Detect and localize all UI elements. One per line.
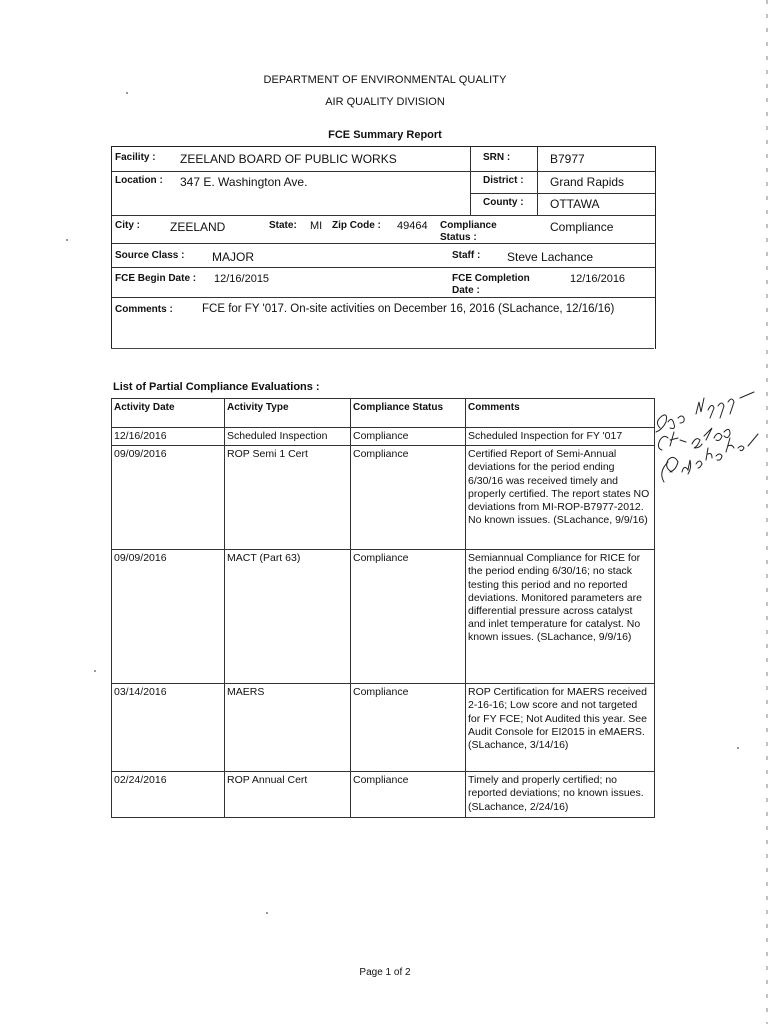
partial-evaluations-title: List of Partial Compliance Evaluations : bbox=[113, 381, 320, 393]
state-label: State: bbox=[269, 220, 297, 231]
district-value: Grand Rapids bbox=[550, 175, 625, 189]
fce-completion-value: 12/16/2016 bbox=[570, 273, 626, 285]
activity-type: Scheduled Inspection bbox=[225, 428, 351, 446]
srn-value: B7977 bbox=[550, 152, 585, 166]
srn-label: SRN : bbox=[483, 152, 511, 163]
zip-value: 49464 bbox=[397, 220, 428, 232]
scan-speck bbox=[737, 747, 739, 749]
comments-label: Comments : bbox=[115, 304, 173, 315]
facility-label: Facility : bbox=[115, 152, 156, 163]
zip-label: Zip Code : bbox=[332, 220, 381, 231]
county-value: OTTAWA bbox=[550, 197, 600, 211]
table-row bbox=[112, 446, 655, 550]
table-header-row bbox=[112, 399, 655, 428]
table-row bbox=[112, 428, 655, 446]
activity-date: 03/14/2016 bbox=[112, 684, 225, 772]
activity-comments: Timely and properly certified; no reported deviations; no known issues. (SLachance, 2/24/16) bbox=[466, 772, 655, 818]
activity-date: 09/09/2016 bbox=[112, 550, 225, 684]
table-row bbox=[112, 550, 655, 684]
page-number: Page 1 of 2 bbox=[359, 967, 411, 978]
activity-type: MACT (Part 63) bbox=[225, 550, 351, 684]
county-label: County : bbox=[483, 197, 524, 208]
compliance-status-value: Compliance bbox=[550, 220, 614, 234]
activity-type: ROP Semi 1 Cert bbox=[225, 446, 351, 550]
city-value: ZEELAND bbox=[170, 220, 226, 234]
facility-name: ZEELAND BOARD OF PUBLIC WORKS bbox=[180, 152, 397, 166]
column-header: Compliance Status bbox=[351, 399, 466, 428]
activity-date: 12/16/2016 bbox=[112, 428, 225, 446]
handwritten-note-icon bbox=[652, 388, 770, 516]
scan-edge-marks bbox=[766, 0, 768, 1024]
compliance-status: Compliance bbox=[351, 428, 466, 446]
column-header: Comments bbox=[466, 399, 655, 428]
compliance-status: Compliance bbox=[351, 772, 466, 818]
activity-comments: Semiannual Compliance for RICE for the period ending 6/30/16; no stack testing this period and no reported deviations. Monitored parameters are differential pressure across catalyst and inlet temperature for catalyst. No known issues. (SLachance, 9/9/16) bbox=[466, 550, 655, 684]
district-label: District : bbox=[483, 175, 524, 186]
city-label: City : bbox=[115, 220, 140, 231]
scan-speck bbox=[94, 670, 96, 672]
activity-date: 02/24/2016 bbox=[112, 772, 225, 818]
staff-value: Steve Lachance bbox=[507, 250, 594, 264]
column-header: Activity Date bbox=[112, 399, 225, 428]
source-class-value: MAJOR bbox=[212, 250, 254, 264]
state-value: MI bbox=[310, 220, 323, 232]
activity-type: MAERS bbox=[225, 684, 351, 772]
activity-comments: Certified Report of Semi-Annual deviations for the period ending 6/30/16 was received timely and properly certified. The report states NO deviations from MI-ROP-B7977-2012. No known issues. (SLachance, 9/9/16) bbox=[466, 446, 655, 550]
activity-comments: ROP Certification for MAERS received 2-16-16; Low score and not targeted for FY FCE; Not Audited this year. See Audit Console for EI2015 in eMAERS. (SLachance, 3/14/16) bbox=[466, 684, 655, 772]
compliance-status: Compliance bbox=[351, 550, 466, 684]
facility-info-box bbox=[111, 146, 656, 349]
fce-begin-value: 12/16/2015 bbox=[214, 273, 270, 285]
compliance-status-label-2: Status : bbox=[440, 232, 477, 243]
compliance-status: Compliance bbox=[351, 684, 466, 772]
fce-completion-label-2: Date : bbox=[452, 285, 480, 296]
scan-speck bbox=[266, 912, 268, 914]
location-value: 347 E. Washington Ave. bbox=[180, 175, 308, 189]
scan-speck bbox=[66, 239, 68, 241]
staff-label: Staff : bbox=[452, 250, 481, 261]
fce-begin-label: FCE Begin Date : bbox=[115, 273, 197, 284]
scan-speck bbox=[126, 92, 128, 94]
source-class-label: Source Class : bbox=[115, 250, 185, 261]
fce-completion-label: FCE Completion bbox=[452, 273, 530, 284]
report-title: FCE Summary Report bbox=[328, 129, 442, 141]
activity-date: 09/09/2016 bbox=[112, 446, 225, 550]
table-row bbox=[112, 684, 655, 772]
compliance-status: Compliance bbox=[351, 446, 466, 550]
division-heading: AIR QUALITY DIVISION bbox=[325, 96, 445, 108]
location-label: Location : bbox=[115, 175, 163, 186]
compliance-status-label: Compliance bbox=[440, 220, 497, 231]
activity-comments: Scheduled Inspection for FY '017 bbox=[466, 428, 655, 446]
activity-type: ROP Annual Cert bbox=[225, 772, 351, 818]
comments-value: FCE for FY '017. On-site activities on December 16, 2016 (SLachance, 12/16/16) bbox=[202, 303, 615, 315]
department-heading: DEPARTMENT OF ENVIRONMENTAL QUALITY bbox=[263, 74, 507, 86]
table-row bbox=[112, 772, 655, 818]
column-header: Activity Type bbox=[225, 399, 351, 428]
partial-evaluations-table bbox=[111, 398, 655, 818]
